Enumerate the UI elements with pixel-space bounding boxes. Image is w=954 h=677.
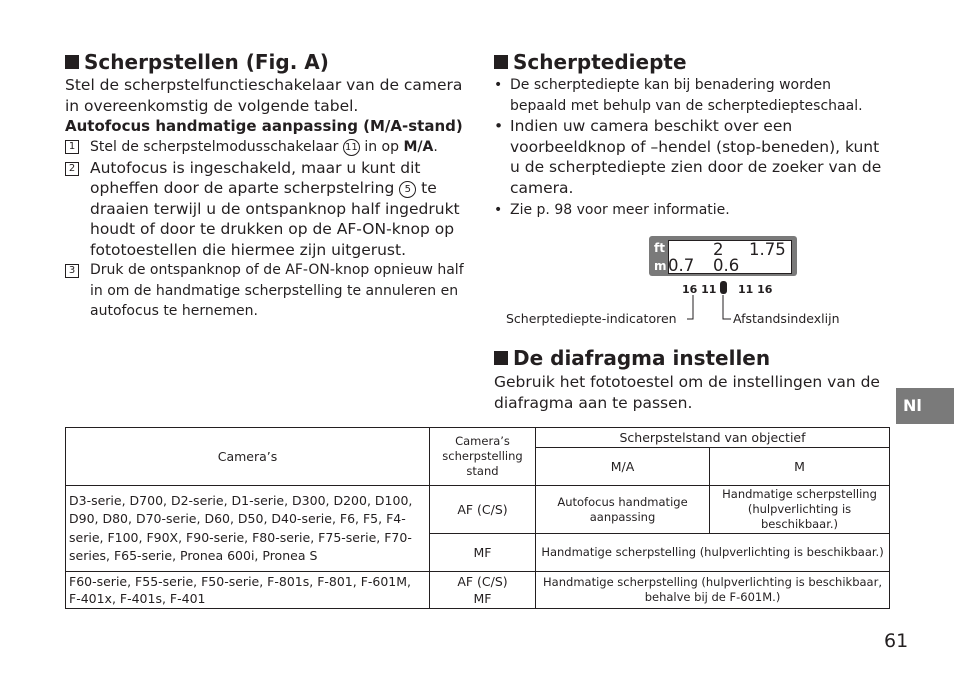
step-1: 1 Stel de scherpstelmodusschakelaar 11 in op M/A. (65, 136, 465, 158)
header-ma: M/A (536, 448, 710, 486)
square-bullet-icon (494, 55, 508, 69)
depth-indicators-right: 11 16 (738, 283, 773, 296)
section-heading-depth: Scherptediepte (494, 50, 687, 74)
cell-ma-m: Handmatige scherpstelling (hulpverlichting is beschikbaar, behalve bij de F-601M.) (536, 572, 890, 609)
cell-m: Handmatige scherpstelling (hulpverlichting is beschikbaar.) (710, 486, 890, 534)
section-heading-focus: Scherpstellen (Fig. A) (65, 50, 329, 74)
cell-mode: MF (430, 534, 536, 572)
cell-cameras-group1: D3-serie, D700, D2-serie, D1-serie, D300, D200, D100, D90, D80, D70-serie, D60, D50, D40-serie, F6, F5, F4-serie, F100, F90X, F90-serie, F80-serie, F75-serie, F70-series, F65-serie, Pronea 600i, Pronea S (66, 486, 430, 572)
cell-ma-m: Handmatige scherpstelling (hulpverlichting is beschikbaar.) (536, 534, 890, 572)
cell-mode: AF (C/S) MF (430, 572, 536, 609)
depth-of-field-scale (649, 236, 797, 276)
ft-value: 2 (713, 240, 724, 259)
step-number: 2 (65, 162, 79, 176)
caption-distance-index: Afstandsindexlijn (733, 311, 840, 326)
step-number: 1 (65, 140, 79, 154)
distance-index-mark (720, 281, 727, 294)
compatibility-table (65, 427, 890, 609)
cell-cameras-group2: F60-serie, F55-serie, F50-serie, F-801s, F-801, F-601M, F-401x, F-401s, F-401 (66, 572, 430, 609)
focus-steps (65, 136, 465, 322)
reference-number: 11 (343, 139, 360, 156)
m-value: 0.7 (668, 256, 695, 275)
step-number: 3 (65, 264, 79, 278)
focus-subheading: Autofocus handmatige aanpassing (M/A-stand) (65, 117, 463, 135)
caption-leader-lines (686, 295, 736, 325)
header-m: M (710, 448, 890, 486)
square-bullet-icon (65, 55, 79, 69)
depth-bullets (494, 75, 886, 221)
language-tab: Nl (896, 388, 954, 424)
m-value: 0.6 (713, 256, 740, 275)
step-3: 3 Druk de ontspanknop of de AF-ON-knop opnieuw half in om de handmatige scherpstelling te annuleren en autofocus te hernemen. (65, 260, 465, 322)
cell-mode: AF (C/S) (430, 486, 536, 534)
focus-intro: Stel de scherpstelfunctieschakelaar van de camera in overeenkomstig de volgende tabel. (65, 76, 463, 115)
header-cameras: Camera’s (66, 428, 430, 486)
square-bullet-icon (494, 351, 508, 365)
list-item: • Indien uw camera beschikt over een voorbeeldknop of –hendel (stop-beneden), kunt u de scherptediepte zien door de zoeker van de camera. (494, 116, 886, 198)
unit-m-label: m (654, 259, 667, 273)
list-item: • Zie p. 98 voor meer informatie. (494, 200, 886, 221)
caption-depth-indicators: Scherptediepte-indicatoren (506, 311, 677, 326)
depth-indicators-left: 16 11 (682, 283, 717, 296)
header-lens-mode: Scherpstelstand van objectief (536, 428, 890, 448)
cell-ma: Autofocus handmatige aanpassing (536, 486, 710, 534)
page-number: 61 (884, 630, 909, 652)
header-camera-mode: Camera’s scherpstelling stand (430, 428, 536, 486)
section-heading-aperture: De diafragma instellen (494, 346, 770, 370)
reference-number: 5 (399, 181, 416, 198)
ft-value: 1.75 (749, 240, 786, 259)
aperture-text: Gebruik het fototoestel om de instellingen van de diafragma aan te passen. (494, 373, 880, 412)
unit-ft-label: ft (654, 241, 665, 255)
step-2: 2 Autofocus is ingeschakeld, maar u kunt dit opheffen door de aparte scherpstelring 5 te draaien terwijl u de ontspanknop half ingedrukt houdt of door te drukken op de AF-ON-knop op fototoestellen die hiermee zijn uitgerust. (65, 158, 465, 261)
distance-scale-window (668, 240, 792, 274)
list-item: • De scherptediepte kan bij benadering worden bepaald met behulp van de scherptediepteschaal. (494, 75, 886, 116)
